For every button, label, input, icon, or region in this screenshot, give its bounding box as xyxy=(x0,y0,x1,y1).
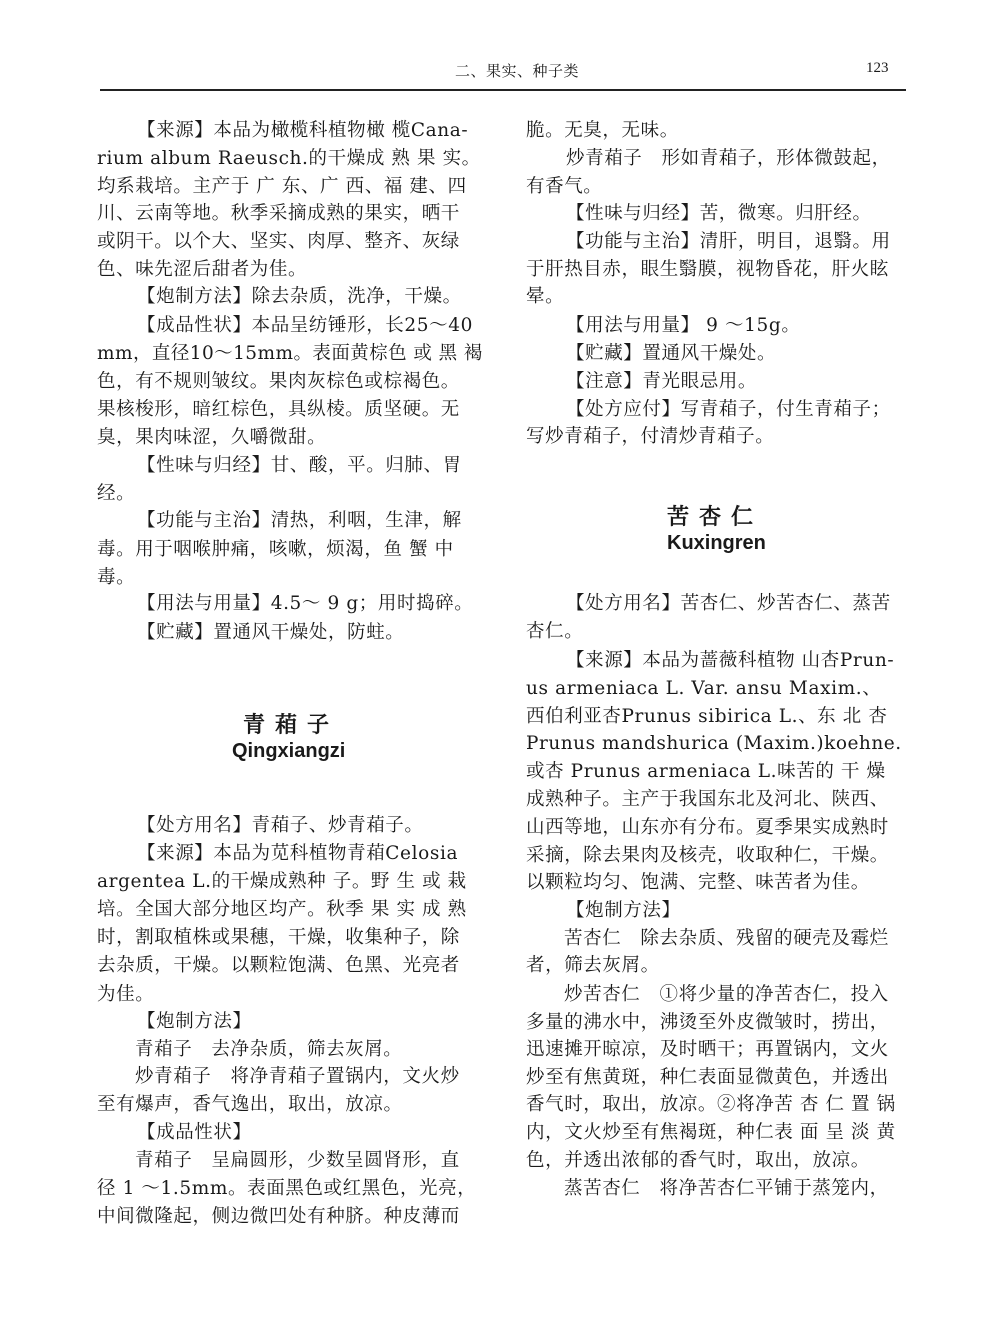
text-line: 【贮藏】置通风干燥处，防蛀。 xyxy=(137,622,405,643)
text-line: 多量的沸水中，沸烫至外皮微皱时，捞出， xyxy=(526,1012,889,1033)
text-line: 以颗粒均匀、饱满、完整、味苦者为佳。 xyxy=(526,872,870,893)
text-line: mm，直径10～15mm。表面黄棕色 或 黑 褐 xyxy=(97,343,483,364)
text-line: 炒苦杏仁 ①将少量的净苦杏仁，投入 xyxy=(564,984,889,1005)
text-line: 有香气。 xyxy=(526,176,603,197)
text-line: 炒青葙子 形如青葙子，形体微鼓起， xyxy=(566,148,891,169)
text-line: 写炒青葙子，付清炒青葙子。 xyxy=(526,426,775,447)
text-line: 臭，果肉味涩，久嚼微甜。 xyxy=(97,427,327,448)
text-line: 【来源】本品为橄榄科植物橄 榄Cana- xyxy=(137,120,469,141)
text-line: 去杂质，干燥。以颗粒饱满、色黑、光亮者 xyxy=(97,955,460,976)
header-rule xyxy=(100,89,906,91)
text-line: 杏仁。 xyxy=(526,621,584,642)
text-line: 【炮制方法】 xyxy=(566,900,681,921)
text-line: 【性味与归经】苦，微寒。归肝经。 xyxy=(566,203,872,224)
text-line: 【炮制方法】 xyxy=(137,1011,252,1032)
text-line: 色、味先涩后甜者为佳。 xyxy=(97,259,308,280)
text-line: 青葙子 呈扁圆形，少数呈圆肾形，直 xyxy=(135,1150,460,1171)
text-line: 时，割取植株或果穗，干燥，收集种子，除 xyxy=(97,927,460,948)
text-line: 晕。 xyxy=(526,286,565,307)
text-line: 苦杏仁 除去杂质、残留的硬壳及霉烂 xyxy=(564,928,889,949)
text-line: 毒。 xyxy=(97,567,136,588)
text-line: 经。 xyxy=(97,483,136,504)
text-line: 【功能与主治】清肝，明目，退翳。用 xyxy=(566,231,891,252)
text-line: 中间微隆起，侧边微凹处有种脐。种皮薄而 xyxy=(97,1206,460,1227)
text-line: 至有爆声，香气逸出，取出，放凉。 xyxy=(97,1094,403,1115)
text-line: 香气时，取出，放凉。②将净苦 杏 仁 置 锅 xyxy=(526,1094,896,1115)
text-line: 炒至有焦黄斑，种仁表面显微黄色，并透出 xyxy=(526,1067,889,1088)
text-line: 【来源】本品为蔷薇科植物 山杏Prun- xyxy=(566,650,895,671)
text-line: 【炮制方法】除去杂质，洗净，干燥。 xyxy=(137,286,462,307)
entry-title-pinyin: Kuxingren xyxy=(667,532,766,554)
text-line: 径 1 ～1.5mm。表面黑色或红黑色，光亮， xyxy=(97,1178,477,1199)
text-line: 【成品性状】 xyxy=(137,1122,252,1143)
text-line: 于肝热目赤，眼生翳膜，视物昏花，肝火眩 xyxy=(526,259,889,280)
text-line: 色，有不规则皱纹。果肉灰棕色或棕褐色。 xyxy=(97,371,460,392)
text-line: 【处方用名】苦杏仁、炒苦杏仁、蒸苦 xyxy=(566,593,891,614)
text-line: 西伯利亚杏Prunus sibirica L.、东 北 杏 xyxy=(526,706,888,727)
text-line: 【处方用名】青葙子、炒青葙子。 xyxy=(137,815,424,836)
text-line: 【成品性状】本品呈纺锤形，长25～40 xyxy=(137,315,473,336)
text-line: 【用法与用量】4.5～ 9 g；用时捣碎。 xyxy=(137,593,474,614)
text-line: 为佳。 xyxy=(97,984,155,1005)
text-line: 色，并透出浓郁的香气时，取出，放凉。 xyxy=(526,1150,870,1171)
page-number: 123 xyxy=(866,60,889,76)
entry-title-chinese: 苦杏仁 xyxy=(667,505,764,530)
text-line: 者，筛去灰屑。 xyxy=(526,955,660,976)
entry-title-pinyin: Qingxiangzi xyxy=(232,740,346,762)
entry-title-chinese: 青葙子 xyxy=(243,713,340,738)
text-line: 果核梭形，暗红棕色，具纵棱。质坚硬。无 xyxy=(97,399,460,420)
text-line: 【来源】本品为苋科植物青葙Celosia xyxy=(137,843,459,864)
text-line: Prunus mandshurica (Maxim.)koehne. xyxy=(526,733,902,754)
text-line: 均系栽培。主产于 广 东、广 西、福 建、四 xyxy=(97,176,467,197)
text-line: rium album Raeusch.的干燥成 熟 果 实。 xyxy=(97,148,481,169)
text-line: 【贮藏】置通风干燥处。 xyxy=(566,343,777,364)
text-line: 青葙子 去净杂质，筛去灰屑。 xyxy=(135,1039,403,1060)
text-line: 山西等地，山东亦有分布。夏季果实成熟时 xyxy=(526,817,889,838)
text-line: 培。全国大部分地区均产。秋季 果 实 成 熟 xyxy=(97,899,467,920)
text-line: 迅速摊开晾凉，及时晒干；再置锅内，文火 xyxy=(526,1039,889,1060)
text-line: 【注意】青光眼忌用。 xyxy=(566,371,758,392)
text-line: 脆。无臭，无味。 xyxy=(526,120,679,141)
text-line: 炒青葙子 将净青葙子置锅内，文火炒 xyxy=(135,1066,460,1087)
text-line: 【性味与归经】甘、酸，平。归肺、胃 xyxy=(137,455,462,476)
text-line: 毒。用于咽喉肿痛，咳嗽，烦渴，鱼 蟹 中 xyxy=(97,539,454,560)
text-line: argentea L.的干燥成熟种 子。野 生 或 栽 xyxy=(97,871,467,892)
text-line: 川、云南等地。秋季采摘成熟的果实，晒干 xyxy=(97,203,460,224)
running-header-title: 二、果实、种子类 xyxy=(455,62,580,80)
text-line: 采摘，除去果肉及核壳，收取种仁，干燥。 xyxy=(526,845,889,866)
text-line: us armeniaca L. Var. ansu Maxim.、 xyxy=(526,678,882,699)
text-line: 内，文火炒至有焦褐斑，种仁表 面 呈 淡 黄 xyxy=(526,1122,896,1143)
text-line: 成熟种子。主产于我国东北及河北、陕西、 xyxy=(526,789,889,810)
text-line: 或阴干。以个大、坚实、肉厚、整齐、灰绿 xyxy=(97,231,460,252)
text-line: 【处方应付】写青葙子，付生青葙子； xyxy=(566,399,891,420)
text-line: 或杏 Prunus armeniaca L.味苦的 干 燥 xyxy=(526,761,886,782)
text-line: 蒸苦杏仁 将净苦杏仁平铺于蒸笼内， xyxy=(564,1178,889,1199)
text-line: 【功能与主治】清热，利咽，生津，解 xyxy=(137,510,462,531)
text-line: 【用法与用量】 9 ～15g。 xyxy=(566,315,801,336)
